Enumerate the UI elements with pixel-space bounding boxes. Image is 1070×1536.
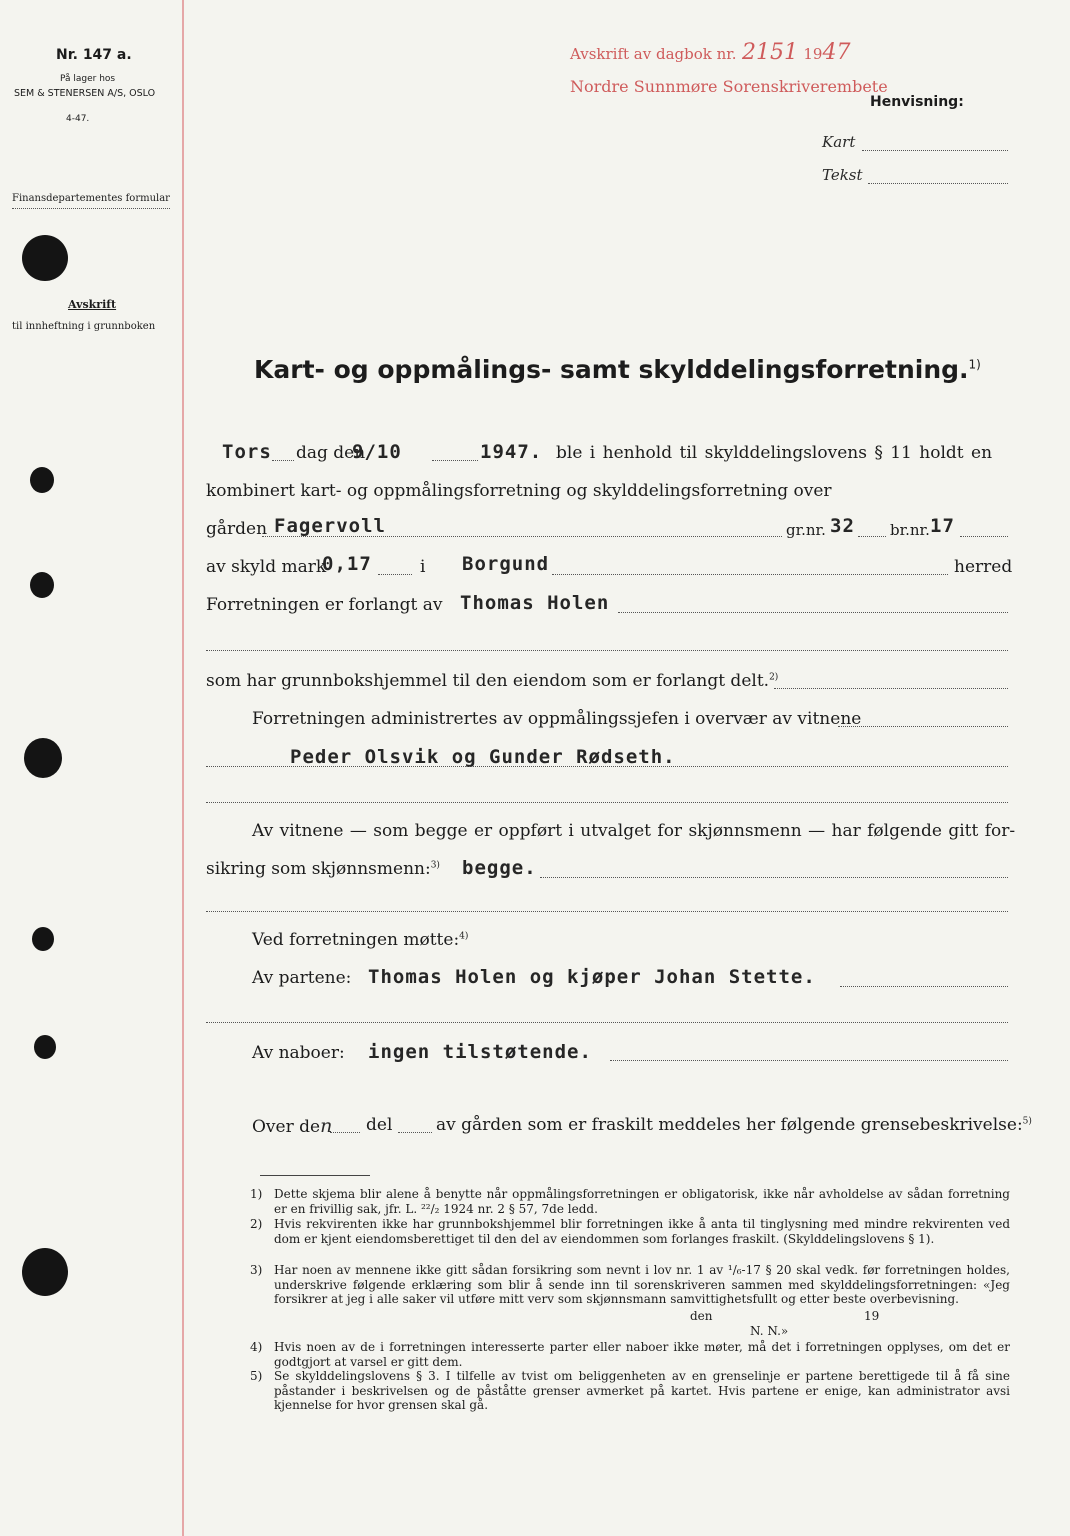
over-rest (436, 1115, 1032, 1135)
weekday: Tors (222, 441, 272, 463)
title-text: Kart- og oppmålings- samt skylddelingsforretning. (254, 355, 969, 384)
forretning-date: 9/10 (352, 441, 402, 463)
partene-label: Av partene: (252, 968, 352, 988)
admin-dots (838, 726, 1008, 727)
punch-hole (32, 927, 54, 951)
over-label (252, 1115, 332, 1137)
brnr-label: br.nr. (890, 521, 930, 539)
witness-dots (206, 766, 1008, 767)
document-title (254, 355, 981, 384)
partene-dots (840, 986, 1008, 987)
stamp-year-hand: 47 (822, 40, 851, 65)
blank-line-4 (206, 1022, 1008, 1023)
mote-text: Ved forretningen møtte: (252, 930, 460, 950)
publisher-line1: På lager hos (60, 74, 116, 84)
i-label: i (420, 557, 426, 577)
footnote-separator (260, 1175, 370, 1176)
footnote-text: Hvis rekvirenten ikke har grunnbokshjemmel blir forretningen ikke å anta til tinglysning med mindre rekvirenten ved dom er kjent eiendomsberettiget til den del av eiendommen som forlanges fraskilt. (Skylddelingslovens § 1). (274, 1217, 1010, 1246)
del-label: del (366, 1115, 393, 1135)
footnote (250, 1340, 1010, 1369)
title-note: 1) (968, 357, 981, 372)
blank-line-3 (206, 911, 1008, 912)
footnote (250, 1369, 1010, 1413)
dagbok-stamp-line (570, 40, 850, 65)
punch-hole (24, 738, 62, 778)
garden-label: gården (206, 519, 268, 539)
brnr-value: 17 (930, 515, 955, 537)
witnesses: Peder Olsvik og Gunder Rødseth. (290, 746, 676, 768)
del-dots (398, 1132, 432, 1133)
requested-by: Thomas Holen (460, 592, 610, 614)
hjemmel-text (206, 671, 778, 691)
punch-hole (30, 572, 54, 598)
footnote-number: 3) (250, 1263, 263, 1277)
footnote-number: 4) (250, 1340, 263, 1354)
vitner-line2 (206, 859, 440, 879)
office-stamp: Nordre Sunnmøre Sorenskriverembete (570, 77, 888, 96)
vitner-line1: Av vitnene — som begge er oppført i utvalget for skjønnsmenn — har følgende gitt for- (252, 821, 1016, 841)
over-text: Over de (252, 1117, 321, 1137)
naboer-label: Av naboer: (252, 1043, 345, 1063)
skyld-dots (378, 574, 412, 575)
footnote-text: Hvis noen av de i forretningen interesserte parter eller naboer ikke møter, må det i forretningen opplyses, om det er godtgjort at varsel er gitt dem. (274, 1340, 1010, 1369)
footnote-text: Dette skjema blir alene å benytte når oppmålingsforretningen er obligatorisk, ikke når avholdelse av sådan forretning er en frivillig sak, jfr. L. ²²/₂ 1924 nr. 2 § 57, 7de ledd. (274, 1187, 1010, 1216)
publisher-line2: SEM & STENERSEN A/S, OSLO (14, 88, 156, 99)
kart-label: Kart (822, 133, 856, 151)
margin-line (182, 0, 184, 1536)
requested-label: Forretningen er forlangt av (206, 595, 443, 615)
footnote-number: 1) (250, 1187, 263, 1201)
declaration-den: den (690, 1309, 713, 1323)
punch-hole (34, 1035, 56, 1059)
tekst-dots (868, 183, 1008, 184)
declaration-year: 19 (864, 1309, 880, 1323)
naboer: ingen tilstøtende. (368, 1041, 592, 1063)
farm-name: Fagervoll (274, 515, 386, 537)
farm-dots (262, 536, 782, 537)
admin-text: Forretningen administrertes av oppmålingssjefen i overvær av vitnene (252, 709, 862, 729)
vitner-dots (540, 877, 1008, 878)
footnote (250, 1187, 1010, 1216)
stamp-year-print: 19 (803, 45, 823, 63)
footnote (250, 1263, 1010, 1307)
footnote-text: Har noen av mennene ikke gitt sådan forsikring som nevnt i lov nr. 1 av ¹/₆-17 § 20 skal vedk. før forretningen holdes, underskrive følgende erklæring som blir å sende inn til sorenskriveren sammen med skylddelingsforretningen: «Jeg forsikrer at jeg i alle saker vil utføre mitt verv som skjønnsmann samvittighetsfullt og etter beste overbevisning. (274, 1263, 1010, 1306)
hjemmel-dots (774, 688, 1008, 689)
footnote (250, 1217, 1010, 1246)
footnote-number: 5) (250, 1369, 263, 1383)
footnote-number: 2) (250, 1217, 263, 1231)
punch-hole (30, 467, 54, 493)
municipality-dots (552, 574, 948, 575)
skyld-value: 0,17 (322, 553, 372, 575)
grnr-dots (858, 536, 886, 537)
kart-dots (862, 150, 1008, 151)
mote-label (252, 930, 468, 950)
intro-line2: kombinert kart- og oppmålingsforretning og skylddelingsforretning over (206, 481, 832, 501)
dag-den-label: dag den (296, 443, 366, 463)
blank-line-2 (206, 802, 1008, 803)
punch-hole (22, 1248, 68, 1296)
footnote-text: Se skylddelingslovens § 3. I tilfelle av tvist om beliggenheten av en grenselinje er partene berettigede til å få sine påstander i beskrivelsen og de påståtte grenser avmerket på kartet. Hvis partene er enige, kan administrator avsi kjennelse for hvor grensen skal gå. (274, 1369, 1010, 1412)
municipality: Borgund (462, 553, 550, 575)
punch-hole (22, 235, 68, 281)
hjemmel-note: 2) (769, 672, 779, 683)
intro-rest: ble i henhold til skylddelingslovens § 11 holdt en (556, 443, 993, 463)
blank-line-1 (206, 650, 1008, 651)
grnr-value: 32 (830, 515, 855, 537)
vitner-answer: begge. (462, 857, 537, 879)
requested-dots (618, 612, 1008, 613)
over-hand: n (320, 1115, 333, 1137)
weekday-dots (272, 460, 294, 461)
partene: Thomas Holen og kjøper Johan Stette. (368, 966, 816, 988)
dagbok-number: 2151 (741, 40, 798, 65)
copy-label: Avskrift (68, 298, 117, 311)
ministry-underline (12, 208, 170, 209)
tekst-label: Tekst (822, 166, 863, 184)
copy-sublabel: til innheftning i grunnboken (12, 321, 156, 332)
reference-heading: Henvisning: (870, 94, 964, 110)
vitner-note: 3) (430, 860, 440, 871)
herred-label: herred (954, 557, 1013, 577)
form-number: Nr. 147 a. (56, 47, 132, 63)
stamp-prefix: Avskrift av dagbok nr. (570, 45, 737, 63)
naboer-dots (610, 1060, 1008, 1061)
skyld-label: av skyld mark (206, 557, 327, 577)
print-date: 4-47. (66, 114, 90, 124)
declaration-nn: N. N.» (750, 1324, 789, 1338)
date-dots (432, 460, 478, 461)
over-note: 5) (1022, 1116, 1032, 1127)
over-dots (330, 1132, 360, 1133)
hjemmel-text-main: som har grunnbokshjemmel til den eiendom som er forlangt delt. (206, 671, 770, 691)
vitner-line2-prefix: sikring som skjønnsmenn: (206, 859, 431, 879)
over-rest-text: av gården som er fraskilt meddeles her følgende grensebeskrivelse: (436, 1115, 1023, 1135)
mote-note: 4) (459, 931, 469, 942)
ministry-form-label: Finansdepartementes formular (12, 193, 170, 204)
forretning-year: 1947. (480, 441, 543, 463)
grnr-label: gr.nr. (786, 521, 826, 539)
brnr-dots (960, 536, 1008, 537)
